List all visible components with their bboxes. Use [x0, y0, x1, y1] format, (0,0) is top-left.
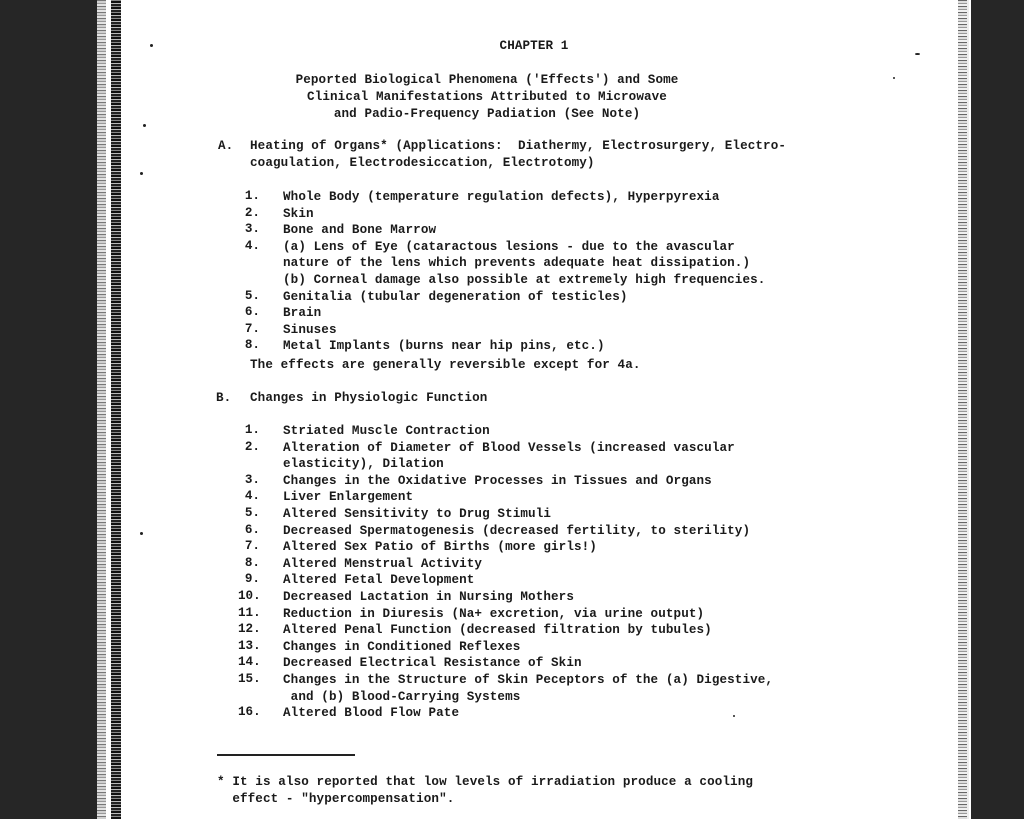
list-item-text: nature of the lens which prevents adequate heat dissipation.) [283, 256, 751, 271]
list-item-text: Liver Enlargement [283, 490, 414, 505]
document-page [97, 0, 971, 819]
list-item-text: Decreased Electrical Resistance of Skin [283, 656, 582, 671]
list-item-number: 6. [244, 305, 260, 320]
footnote-line-2: effect - "hypercompensation". [217, 792, 455, 806]
list-item-number: 14. [238, 655, 261, 670]
list-item-text: Decreased Spermatogenesis (decreased fertility, to sterility) [283, 523, 751, 538]
list-item-text: (b) Corneal damage also possible at extremely high frequencies. [283, 273, 766, 287]
list-item-text: Altered Penal Function (decreased filtration by tubules) [283, 623, 712, 638]
scan-speck [140, 172, 143, 175]
list-item-number: 15. [238, 672, 261, 686]
list-item-number: 2. [244, 439, 260, 454]
list-item-number: 3. [244, 472, 260, 487]
list-item-text: Genitalia (tubular degeneration of testicles) [283, 289, 628, 304]
footnote-line-1: * It is also reported that low levels of irradiation produce a cooling [217, 775, 754, 789]
chapter-heading: CHAPTER 1 [499, 39, 569, 53]
scan-edge-right [958, 0, 967, 819]
list-item-text: Altered Sensitivity to Drug Stimuli [283, 507, 552, 521]
list-item-text: Alteration of Diameter of Blood Vessels (increased vascular [283, 440, 735, 455]
scan-speck [143, 124, 146, 127]
title-line-1: Peported Biological Phenomena ('Effects') and Some [295, 73, 679, 87]
list-item-number: 1. [244, 423, 260, 437]
list-item-text: elasticity), Dilation [283, 457, 444, 472]
scan-speck [140, 532, 143, 535]
list-item-number: 13. [238, 638, 261, 653]
list-item-text: (a) Lens of Eye (cataractous lesions - due to the avascular [283, 239, 735, 254]
scan-speck [893, 77, 895, 79]
section-a-label: A. [218, 139, 234, 153]
scan-speck [733, 715, 735, 717]
list-item-number: 5. [244, 506, 260, 520]
list-item-number: 11. [238, 605, 261, 620]
scan-edge-left-inner [111, 0, 121, 819]
title-line-2: Clinical Manifestations Attributed to Microwave [307, 90, 667, 104]
section-a-heading-line-2: coagulation, Electrodesiccation, Electrotomy) [250, 156, 595, 170]
list-item-number: 7. [244, 539, 260, 554]
list-item-text: Skin [283, 206, 314, 221]
list-item-text: Altered Sex Patio of Births (more girls!) [283, 540, 597, 555]
list-item-number: 10. [238, 589, 261, 603]
list-item-number: 8. [244, 555, 260, 570]
section-a-note: The effects are generally reversible except for 4a. [250, 358, 641, 372]
list-item-number: 2. [244, 205, 260, 220]
scan-edge-right-line [967, 0, 969, 819]
list-item-text: Changes in the Oxidative Processes in Tissues and Organs [283, 473, 712, 488]
list-item-text: Altered Menstrual Activity [283, 556, 483, 571]
list-item-text: Altered Fetal Development [283, 573, 475, 588]
footnote-rule [217, 754, 355, 756]
section-b-label: B. [216, 391, 232, 405]
section-b-heading: Changes in Physiologic Function [250, 391, 488, 405]
list-item-text: Changes in the Structure of Skin Peceptors of the (a) Digestive, [283, 673, 774, 687]
list-item-text: and (b) Blood-Carrying Systems [283, 689, 521, 704]
list-item-number: 9. [244, 572, 260, 587]
section-a-heading-line-1: Heating of Organs* (Applications: Diathermy, Electrosurgery, Electro- [250, 139, 787, 153]
list-item-text: Metal Implants (burns near hip pins, etc.) [283, 339, 605, 354]
list-item-number: 3. [244, 222, 260, 237]
list-item-number: 12. [238, 622, 261, 637]
list-item-text: Reduction in Diuresis (Na+ excretion, via urine output) [283, 606, 705, 621]
title-line-3: and Padio-Frequency Padiation (See Note) [333, 107, 641, 121]
list-item-text: Bone and Bone Marrow [283, 223, 437, 238]
list-item-number: 7. [244, 321, 260, 336]
scan-edge-left [97, 0, 106, 819]
list-item-number: 4. [244, 489, 260, 504]
list-item-text: Brain [283, 306, 322, 321]
list-item-number: 5. [244, 288, 260, 303]
list-item-number: 8. [244, 338, 260, 353]
list-item-text: Whole Body (temperature regulation defects), Hyperpyrexia [283, 190, 720, 204]
list-item-number: 1. [244, 189, 260, 203]
list-item-text: Decreased Lactation in Nursing Mothers [283, 590, 574, 604]
list-item-number: 4. [244, 238, 260, 253]
list-item-number: 16. [238, 705, 261, 720]
list-item-text: Striated Muscle Contraction [283, 424, 490, 438]
list-item-number: 6. [244, 522, 260, 537]
list-item-text: Altered Blood Flow Pate [283, 706, 460, 721]
list-item-text: Changes in Conditioned Reflexes [283, 639, 521, 654]
list-item-text: Sinuses [283, 322, 337, 337]
